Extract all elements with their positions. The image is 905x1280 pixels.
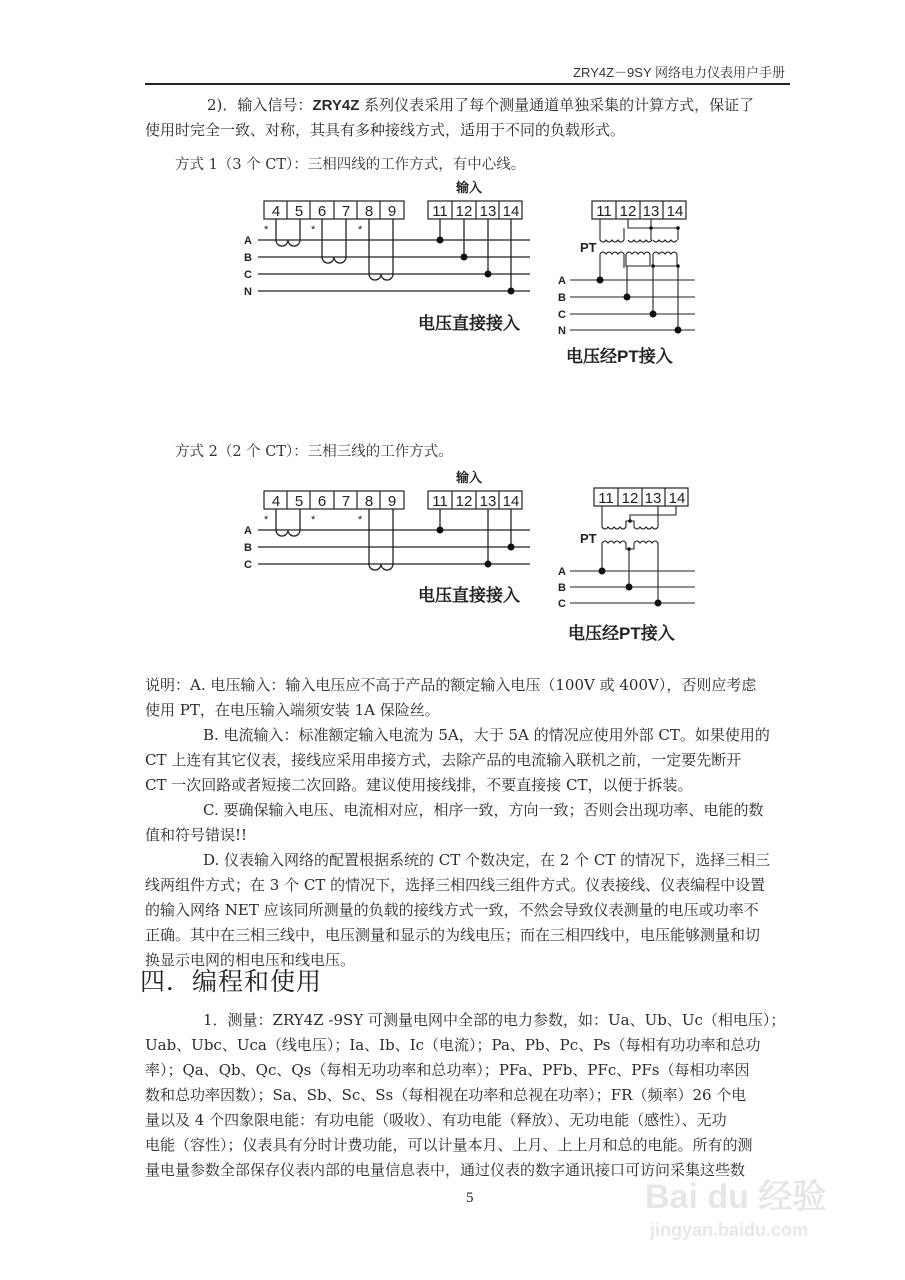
svg-text:A: A — [244, 235, 252, 247]
note-d-line3: 的输入网络 NET 应该同所测量的负载的接线方式一致，不然会导致仪表测量的电压或功率不 — [145, 901, 759, 919]
svg-text:*: * — [358, 514, 363, 526]
note-d-line1: D. 仪表输入网络的配置根据系统的 CT 个数决定，在 2 个 CT 的情况下，选择三相三 — [203, 851, 771, 869]
method1-pt-diagram — [550, 190, 710, 370]
svg-text:B: B — [558, 292, 566, 304]
note-a-line2: 使用 PT，在电压输入端须安装 1A 保险丝。 — [145, 701, 440, 719]
svg-text:13: 13 — [644, 490, 662, 507]
svg-text:A: A — [558, 275, 566, 287]
intro-prefix: 2)．输入信号： — [207, 96, 313, 114]
section-heading: 四．编程和使用 — [140, 967, 323, 996]
svg-text:11: 11 — [432, 493, 448, 510]
method2-direct-caption: 电压直接接入 — [418, 586, 520, 605]
method2-direct-diagram — [230, 460, 550, 610]
intro-rest: 系列仪表采用了每个测量通道单独采集的计算方式，保证了 — [359, 96, 755, 114]
baidu-watermark-logo — [640, 1170, 840, 1250]
svg-text:8: 8 — [364, 203, 374, 220]
method1-pt-caption: 电压经PT接入 — [566, 347, 673, 366]
svg-text:4: 4 — [271, 203, 281, 220]
svg-text:PT: PT — [580, 240, 597, 255]
method1-label: 方式 1（3 个 CT）：三相四线的工作方式，有中心线。 — [175, 157, 526, 173]
svg-text:A: A — [558, 566, 566, 578]
svg-text:C: C — [558, 309, 566, 321]
note-b-line2: CT 上连有其它仪表，接线应采用串接方式，去除产品的电流输入联机之前，一定要先断开 — [145, 751, 742, 769]
svg-text:C: C — [558, 598, 566, 610]
input-label: 输入 — [456, 180, 483, 195]
svg-text:12: 12 — [621, 490, 639, 507]
note-b-line1: B. 电流输入：标准额定输入电流为 5A，大于 5A 的情况应使用外部 CT。如果使用的 — [203, 726, 770, 744]
header-title: ZRY4Z－9SY 网络电力仪表用户手册 — [573, 65, 785, 80]
svg-text:14: 14 — [668, 490, 686, 507]
p1-line3: 率）；Qa、Qb、Qc、Qs（每相无功功率和总功率）；PFa、PFb、PFc、PFs（每相功率因 — [145, 1061, 750, 1079]
intro-line2: 使用时完全一致、对称，其具有多种接线方式，适用于不同的负载形式。 — [145, 121, 626, 139]
p1-line2: Uab、Ubc、Uca（线电压）；Ia、Ib、Ic（电流）；Pa、Pb、Pc、Ps（每相有功功率和总功 — [145, 1036, 761, 1054]
p1-line4: 数和总功率因数）；Sa、Sb、Sc、Ss（每相视在功率和总视在功率）；FR（频率）26 个电 — [145, 1086, 747, 1104]
svg-text:7: 7 — [341, 203, 351, 220]
note-b-line3: CT 一次回路或者短接二次回路。建议使用接线排，不要直接接 CT，以便于拆装。 — [145, 776, 693, 794]
svg-text:12: 12 — [619, 203, 637, 220]
svg-text:14: 14 — [502, 203, 520, 220]
note-d-line4: 正确。其中在三相三线中，电压测量和显示的为线电压；而在三相四线中，电压能够测量和切 — [145, 926, 761, 944]
svg-text:11: 11 — [432, 203, 448, 220]
svg-text:PT: PT — [580, 531, 597, 546]
note-c-line2: 值和符号错误!! — [145, 826, 248, 844]
p1-line7: 量电量参数全部保存仪表内部的电量信息表中，通过仪表的数字通讯接口可访问采集这些数 — [145, 1161, 746, 1179]
svg-text:*: * — [264, 224, 269, 236]
svg-text:*: * — [358, 224, 363, 236]
svg-text:5: 5 — [294, 203, 304, 220]
svg-text:*: * — [264, 514, 269, 526]
page-number: 5 — [466, 1190, 474, 1206]
section4-paragraph — [145, 1008, 805, 1183]
svg-text:N: N — [244, 286, 252, 298]
svg-text:9: 9 — [387, 203, 397, 220]
svg-text:6: 6 — [317, 493, 327, 510]
method1-direct-caption: 电压直接接入 — [418, 314, 520, 333]
svg-text:14: 14 — [502, 493, 520, 510]
p1-line6: 电能（容性）；仪表具有分时计费功能，可以计量本月、上月、上上月和总的电能。所有的测 — [145, 1136, 753, 1154]
svg-text:13: 13 — [479, 203, 497, 220]
svg-text:13: 13 — [642, 203, 660, 220]
svg-text:5: 5 — [294, 493, 304, 510]
header-divider — [145, 83, 790, 85]
svg-text:N: N — [558, 325, 566, 337]
p1-line5: 量以及 4 个四象限电能：有功电能（吸收）、有功电能（释放）、无功电能（感性）、无功 — [145, 1111, 727, 1129]
svg-text:Bai du 经验: Bai du 经验 — [645, 1178, 827, 1216]
svg-text:B: B — [244, 252, 252, 264]
svg-text:B: B — [558, 582, 566, 594]
note-d-line5: 换显示电网的相电压和线电压。 — [145, 951, 356, 969]
p1-line1: 1．测量：ZRY4Z -9SY 可测量电网中全部的电力参数，如：Ua、Ub、Uc（相电压）； — [203, 1011, 786, 1029]
note-c-line1: C. 要确保输入电压、电流相对应，相序一致，方向一致；否则会出现功率、电能的数 — [203, 801, 764, 819]
svg-text:14: 14 — [666, 203, 684, 220]
method2-pt-diagram — [550, 475, 710, 650]
svg-text:C: C — [244, 269, 252, 281]
svg-text:输入: 输入 — [456, 470, 483, 485]
svg-text:11: 11 — [598, 490, 614, 507]
note-a-line1: 说明：A. 电压输入：输入电压应不高于产品的额定输入电压（100V 或 400V），否则应考虑 — [145, 676, 757, 694]
svg-text:B: B — [244, 542, 252, 554]
svg-text:8: 8 — [364, 493, 374, 510]
svg-text:*: * — [311, 514, 316, 526]
svg-text:12: 12 — [455, 203, 473, 220]
method1-direct-diagram — [230, 170, 550, 340]
svg-text:C: C — [244, 559, 252, 571]
svg-text:A: A — [244, 525, 252, 537]
note-d-line2: 线两组件方式；在 3 个 CT 的情况下，选择三相四线三组件方式。仪表接线、仪表编程中设置 — [145, 876, 766, 894]
svg-text:7: 7 — [341, 493, 351, 510]
intro-model: ZRY4Z — [312, 97, 360, 114]
svg-text:11: 11 — [596, 203, 612, 220]
svg-text:jingyan.baidu.com: jingyan.baidu.com — [650, 1220, 809, 1240]
svg-text:12: 12 — [455, 493, 473, 510]
svg-text:13: 13 — [479, 493, 497, 510]
intro-paragraph — [145, 93, 795, 143]
svg-text:4: 4 — [271, 493, 281, 510]
svg-text:9: 9 — [387, 493, 397, 510]
method2-pt-caption: 电压经PT接入 — [568, 624, 675, 643]
svg-text:6: 6 — [317, 203, 327, 220]
method2-label: 方式 2（2 个 CT）：三相三线的工作方式。 — [175, 444, 453, 460]
notes-section — [145, 673, 805, 973]
svg-text:*: * — [311, 224, 316, 236]
